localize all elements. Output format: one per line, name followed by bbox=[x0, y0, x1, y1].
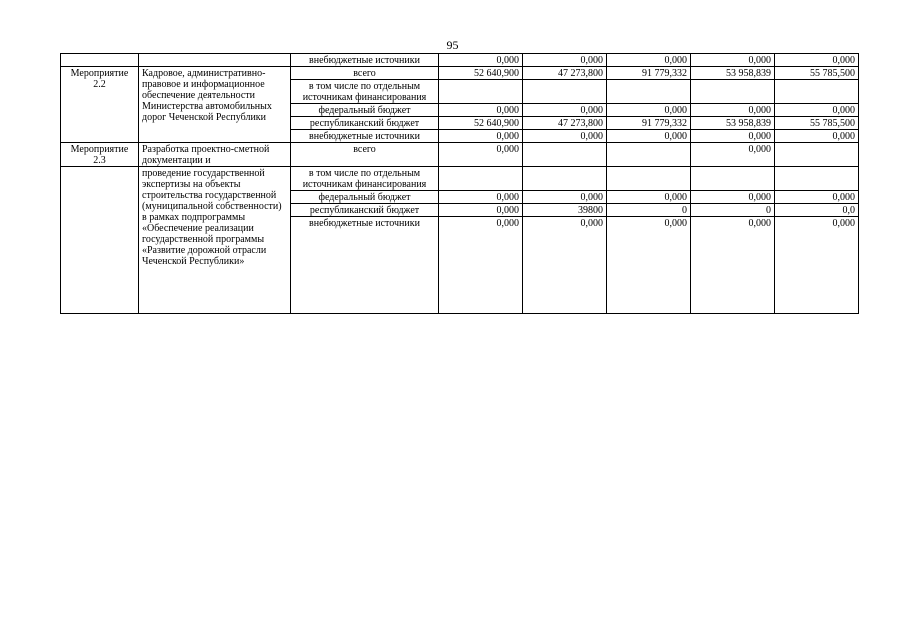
value-cell bbox=[439, 167, 523, 191]
source-cell: в том числе по отдельным источникам финансирования bbox=[291, 80, 439, 104]
value-cell bbox=[607, 143, 691, 167]
value-cell: 0,000 bbox=[523, 54, 607, 67]
value-cell: 0,000 bbox=[607, 217, 691, 314]
value-cell: 39800 bbox=[523, 204, 607, 217]
value-cell bbox=[607, 167, 691, 191]
value-cell: 0,000 bbox=[691, 143, 775, 167]
activity-cell: Мероприятие 2.2 bbox=[61, 67, 139, 143]
source-cell: республиканский бюджет bbox=[291, 117, 439, 130]
value-cell: 0,000 bbox=[523, 104, 607, 117]
value-cell: 0,000 bbox=[523, 130, 607, 143]
value-cell bbox=[523, 167, 607, 191]
value-cell: 0,000 bbox=[691, 54, 775, 67]
activity-cell: Мероприятие 2.3 bbox=[61, 143, 139, 167]
table-row bbox=[61, 54, 859, 67]
value-cell: 0,0 bbox=[775, 204, 859, 217]
description-cell: проведение государственной экспертизы на объекты строительства государственной (муниципальной собственности) в рамках подпрограммы «Обеспечение реализации государственной программы «Развитие дорожной отрасли Чеченской Республики» bbox=[139, 167, 291, 314]
value-cell: 0,000 bbox=[439, 104, 523, 117]
source-cell: всего bbox=[291, 67, 439, 80]
value-cell bbox=[775, 167, 859, 191]
value-cell bbox=[775, 143, 859, 167]
description-cell: Разработка проектно-сметной документации и bbox=[139, 143, 291, 167]
value-cell bbox=[775, 80, 859, 104]
value-cell: 0,000 bbox=[775, 104, 859, 117]
table-row bbox=[61, 143, 859, 167]
value-cell: 0,000 bbox=[439, 204, 523, 217]
value-cell: 55 785,500 bbox=[775, 67, 859, 80]
source-cell: всего bbox=[291, 143, 439, 167]
value-cell: 52 640,900 bbox=[439, 67, 523, 80]
value-cell: 0,000 bbox=[775, 130, 859, 143]
value-cell: 0,000 bbox=[691, 130, 775, 143]
value-cell: 53 958,839 bbox=[691, 67, 775, 80]
value-cell: 0,000 bbox=[439, 54, 523, 67]
value-cell: 55 785,500 bbox=[775, 117, 859, 130]
value-cell bbox=[523, 143, 607, 167]
table-row bbox=[61, 67, 859, 80]
value-cell: 47 273,800 bbox=[523, 117, 607, 130]
source-cell: внебюджетные источники bbox=[291, 130, 439, 143]
value-cell: 0,000 bbox=[523, 191, 607, 204]
source-cell: республиканский бюджет bbox=[291, 204, 439, 217]
value-cell bbox=[691, 167, 775, 191]
value-cell: 0,000 bbox=[607, 54, 691, 67]
source-cell: внебюджетные источники bbox=[291, 217, 439, 314]
value-cell: 0,000 bbox=[523, 217, 607, 314]
value-cell: 0,000 bbox=[607, 130, 691, 143]
value-cell: 0,000 bbox=[691, 104, 775, 117]
value-cell: 0 bbox=[691, 204, 775, 217]
value-cell: 91 779,332 bbox=[607, 117, 691, 130]
budget-table bbox=[60, 53, 859, 314]
table-row bbox=[61, 167, 859, 191]
value-cell: 0,000 bbox=[691, 191, 775, 204]
value-cell bbox=[691, 80, 775, 104]
value-cell: 0,000 bbox=[607, 191, 691, 204]
value-cell: 0,000 bbox=[607, 104, 691, 117]
activity-cell bbox=[61, 167, 139, 314]
description-cell: Кадровое, административно-правовое и информационное обеспечение деятельности Министерства автомобильных дорог Чеченской Республики bbox=[139, 67, 291, 143]
value-cell: 52 640,900 bbox=[439, 117, 523, 130]
source-cell: внебюджетные источники bbox=[291, 54, 439, 67]
value-cell: 0 bbox=[607, 204, 691, 217]
source-cell: федеральный бюджет bbox=[291, 191, 439, 204]
value-cell: 0,000 bbox=[439, 143, 523, 167]
source-cell: в том числе по отдельным источникам финансирования bbox=[291, 167, 439, 191]
value-cell: 0,000 bbox=[775, 54, 859, 67]
value-cell bbox=[439, 80, 523, 104]
value-cell: 91 779,332 bbox=[607, 67, 691, 80]
value-cell: 0,000 bbox=[439, 130, 523, 143]
value-cell: 0,000 bbox=[439, 191, 523, 204]
source-cell: федеральный бюджет bbox=[291, 104, 439, 117]
value-cell: 47 273,800 bbox=[523, 67, 607, 80]
value-cell: 0,000 bbox=[439, 217, 523, 314]
value-cell: 0,000 bbox=[691, 217, 775, 314]
value-cell: 53 958,839 bbox=[691, 117, 775, 130]
description-cell bbox=[139, 54, 291, 67]
value-cell: 0,000 bbox=[775, 191, 859, 204]
page-number: 95 bbox=[446, 38, 459, 52]
value-cell bbox=[523, 80, 607, 104]
value-cell: 0,000 bbox=[775, 217, 859, 314]
activity-cell bbox=[61, 54, 139, 67]
value-cell bbox=[607, 80, 691, 104]
